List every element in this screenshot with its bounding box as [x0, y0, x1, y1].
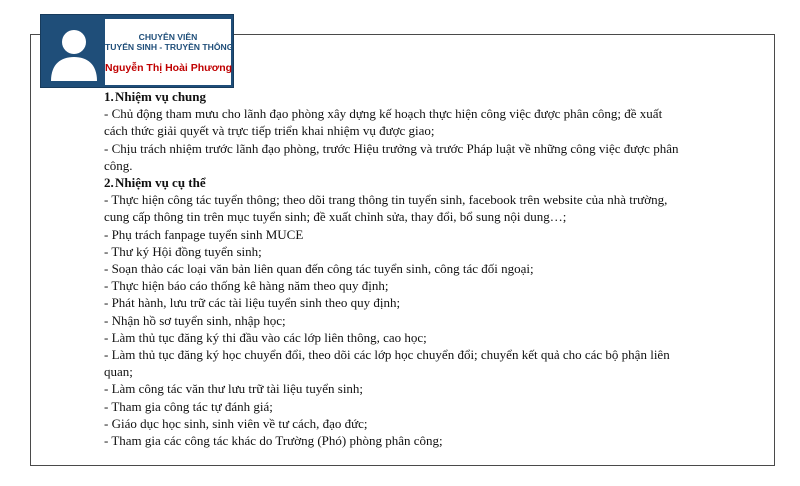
duty-line: - Làm thủ tục đăng ký học chuyển đổi, theo dõi các lớp học chuyển đổi; chuyển kết quả cho các bộ phận liên	[104, 347, 670, 363]
role-title-line2: TUYỂN SINH - TRUYỀN THÔNG	[105, 42, 234, 52]
duty-line: - Giáo dục học sinh, sinh viên về tư cách, đạo đức;	[104, 415, 368, 431]
role-title-line1: CHUYÊN VIÊN	[138, 32, 198, 42]
duty-line: - Làm thủ tục đăng ký thi đầu vào các lớp liên thông, cao học;	[104, 329, 427, 345]
duty-line: - Chủ động tham mưu cho lãnh đạo phòng xây dựng kế hoạch thực hiện công việc được phân công; đề xuất	[104, 106, 663, 122]
duty-line: quan;	[104, 364, 133, 380]
section2-title: Nhiệm vụ cụ thể	[115, 175, 206, 191]
person-silhouette-icon	[45, 19, 103, 85]
duty-line: - Phát hành, lưu trữ các tài liệu tuyển sinh theo quy định;	[104, 295, 401, 311]
section1-title: Nhiệm vụ chung	[115, 89, 207, 104]
duty-line: - Phụ trách fanpage tuyển sinh MUCE	[104, 226, 304, 242]
duty-line: cách thức giải quyết và trực tiếp triển khai nhiệm vụ được giao;	[104, 123, 435, 139]
person-name: Nguyễn Thị Hoài Phương	[105, 62, 233, 74]
section1-number: 1.	[104, 89, 114, 104]
section2-body	[104, 191, 744, 449]
duty-line: - Soạn thảo các loại văn bản liên quan đến công tác tuyển sinh, công tác đối ngoại;	[104, 261, 534, 277]
section1-body	[104, 105, 744, 174]
profile-card	[40, 14, 234, 88]
duty-line: - Thư ký Hội đồng tuyển sinh;	[104, 243, 262, 259]
duties-content	[104, 88, 744, 449]
section2-number: 2.	[104, 175, 114, 191]
duty-line: - Tham gia các công tác khác do Trường (Phó) phòng phân công;	[104, 433, 443, 449]
section2-heading	[104, 174, 744, 191]
duty-line: công.	[104, 157, 133, 173]
duty-line: - Thực hiện công tác tuyển thông; theo dõi trang thông tin tuyển sinh, facebook trên website của nhà trường,	[104, 192, 668, 208]
duty-line: - Làm công tác văn thư lưu trữ tài liệu tuyển sinh;	[104, 381, 364, 397]
duty-line: - Nhận hồ sơ tuyển sinh, nhập học;	[104, 312, 286, 328]
duty-line: - Thực hiện báo cáo thống kê hàng năm theo quy định;	[104, 278, 389, 294]
duty-line: cung cấp thông tin trên mục tuyển sinh; đề xuất chỉnh sửa, thay đổi, bổ sung nội dung…;	[104, 209, 567, 225]
section1-heading	[104, 88, 744, 105]
profile-info	[105, 19, 234, 85]
duty-line: - Chịu trách nhiệm trước lãnh đạo phòng, trước Hiệu trưởng và trước Pháp luật về những công việc được phân	[104, 140, 679, 156]
duty-line: - Tham gia công tác tự đánh giá;	[104, 398, 273, 414]
